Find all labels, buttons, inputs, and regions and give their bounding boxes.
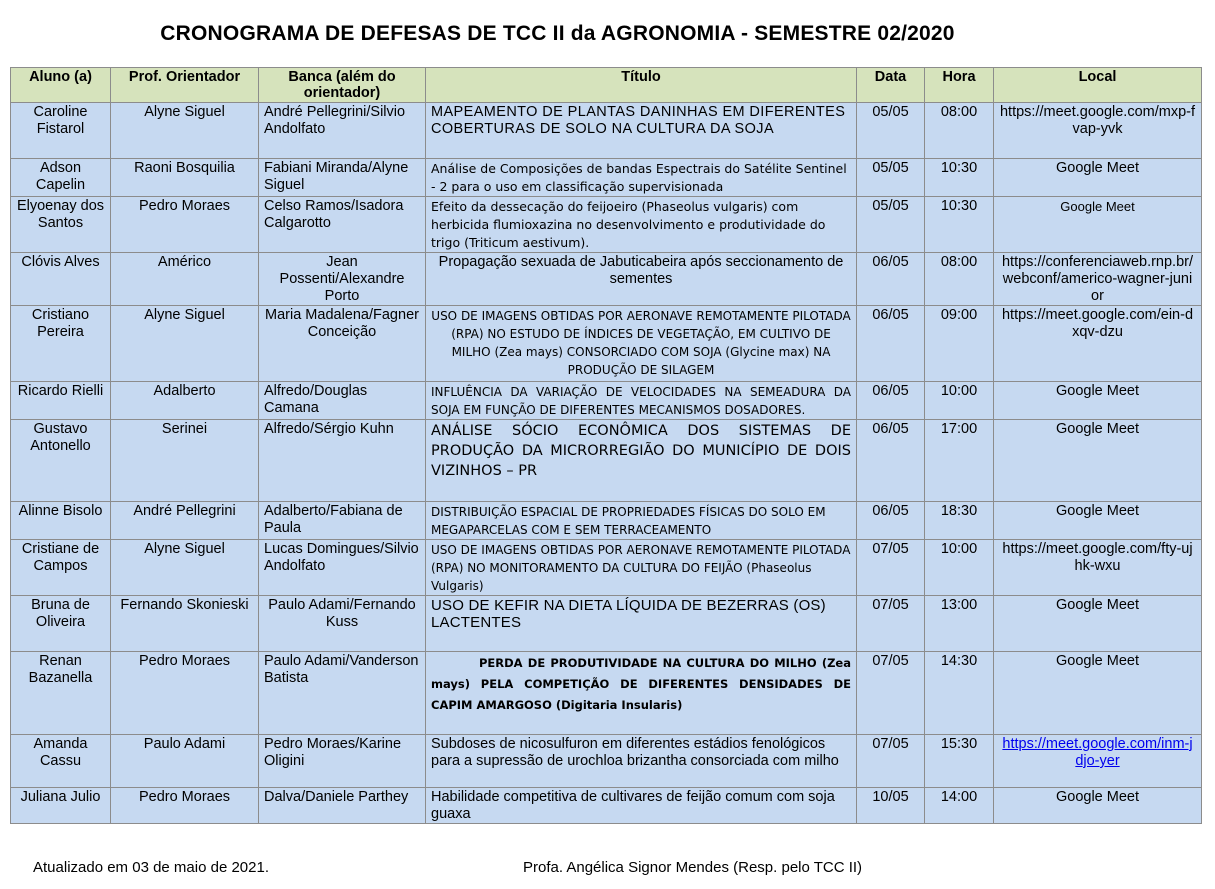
cell-local: Google Meet xyxy=(994,197,1202,253)
cell-aluno: Juliana Julio xyxy=(11,788,111,824)
cell-local: Google Meet xyxy=(994,159,1202,197)
table-row xyxy=(11,306,1202,382)
cell-local: Google Meet xyxy=(994,652,1202,735)
table-row xyxy=(11,103,1202,159)
cell-aluno: Bruna de Oliveira xyxy=(11,596,111,652)
cell-orientador: Pedro Moraes xyxy=(111,197,259,253)
cell-aluno: Cristiane de Campos xyxy=(11,540,111,596)
cell-hora: 09:00 xyxy=(925,306,994,382)
cell-hora: 10:00 xyxy=(925,382,994,420)
cell-hora: 10:30 xyxy=(925,159,994,197)
cell-titulo: MAPEAMENTO DE PLANTAS DANINHAS EM DIFERENTES COBERTURAS DE SOLO NA CULTURA DA SOJA xyxy=(426,103,857,159)
cell-hora: 13:00 xyxy=(925,596,994,652)
cell-banca: Adalberto/Fabiana de Paula xyxy=(259,502,426,540)
table-row xyxy=(11,197,1202,253)
cell-orientador: Raoni Bosquilia xyxy=(111,159,259,197)
cell-local: Google Meet xyxy=(994,382,1202,420)
cell-titulo: Análise de Composições de bandas Espectrais do Satélite Sentinel - 2 para o uso em classificação supervisionada xyxy=(426,159,857,197)
cell-orientador: Serinei xyxy=(111,420,259,502)
cell-orientador: André Pellegrini xyxy=(111,502,259,540)
cell-orientador: Adalberto xyxy=(111,382,259,420)
cell-banca: Pedro Moraes/Karine Oligini xyxy=(259,735,426,788)
cell-orientador: Pedro Moraes xyxy=(111,652,259,735)
cell-titulo: Propagação sexuada de Jabuticabeira após seccionamento de sementes xyxy=(426,253,857,306)
cell-aluno: Caroline Fistarol xyxy=(11,103,111,159)
cell-data: 06/05 xyxy=(857,382,925,420)
column-header-titulo: Título xyxy=(426,68,857,103)
cell-orientador: Paulo Adami xyxy=(111,735,259,788)
cell-orientador: Pedro Moraes xyxy=(111,788,259,824)
cell-orientador: Alyne Siguel xyxy=(111,540,259,596)
cell-aluno: Alinne Bisolo xyxy=(11,502,111,540)
cell-banca: Dalva/Daniele Parthey xyxy=(259,788,426,824)
cell-banca: Paulo Adami/Fernando Kuss xyxy=(259,596,426,652)
cell-hora: 08:00 xyxy=(925,103,994,159)
cell-data: 07/05 xyxy=(857,540,925,596)
cell-titulo: INFLUÊNCIA DA VARIAÇÃO DE VELOCIDADES NA SEMEADURA DA SOJA EM FUNÇÃO DE DIFERENTES MECANISMOS DOSADORES. xyxy=(426,382,857,420)
cell-titulo: Habilidade competitiva de cultivares de feijão comum com soja guaxa xyxy=(426,788,857,824)
cell-aluno: Ricardo Rielli xyxy=(11,382,111,420)
table-row xyxy=(11,382,1202,420)
cell-banca: Alfredo/Sérgio Kuhn xyxy=(259,420,426,502)
cell-banca: Celso Ramos/Isadora Calgarotto xyxy=(259,197,426,253)
cell-titulo: ANÁLISE SÓCIO ECONÔMICA DOS SISTEMAS DE PRODUÇÃO DA MICRORREGIÃO DO MUNICÍPIO DE DOIS VIZINHOS – PR xyxy=(426,420,857,502)
cell-aluno: Gustavo Antonello xyxy=(11,420,111,502)
cell-aluno: Amanda Cassu xyxy=(11,735,111,788)
cell-local: Google Meet xyxy=(994,502,1202,540)
column-header-aluno: Aluno (a) xyxy=(11,68,111,103)
table-row xyxy=(11,652,1202,735)
table-row xyxy=(11,596,1202,652)
column-header-orientador: Prof. Orientador xyxy=(111,68,259,103)
cell-titulo: Subdoses de nicosulfuron em diferentes estádios fenológicos para a supressão de urochloa brizantha consorciada com milho xyxy=(426,735,857,788)
table-row xyxy=(11,540,1202,596)
table-row xyxy=(11,253,1202,306)
cell-local: https://meet.google.com/ein-dxqv-dzu xyxy=(994,306,1202,382)
cell-aluno: Renan Bazanella xyxy=(11,652,111,735)
cell-titulo: USO DE KEFIR NA DIETA LÍQUIDA DE BEZERRAS (OS) LACTENTES xyxy=(426,596,857,652)
cell-data: 06/05 xyxy=(857,253,925,306)
cell-aluno: Clóvis Alves xyxy=(11,253,111,306)
cell-local: Google Meet xyxy=(994,788,1202,824)
meeting-link[interactable]: https://meet.google.com/inm-jdjo-yer xyxy=(1002,736,1193,769)
column-header-local: Local xyxy=(994,68,1202,103)
cell-hora: 14:30 xyxy=(925,652,994,735)
cell-banca: Lucas Domingues/Silvio Andolfato xyxy=(259,540,426,596)
table-row xyxy=(11,502,1202,540)
cell-data: 06/05 xyxy=(857,306,925,382)
cell-titulo: USO DE IMAGENS OBTIDAS POR AERONAVE REMOTAMENTE PILOTADA (RPA) NO ESTUDO DE ÍNDICES DE VEGETAÇÃO, EM CULTIVO DE MILHO (Zea mays) CONSORCIADO COM SOJA (Glycine max) NA PRODUÇÃO DE SILAGEM xyxy=(426,306,857,382)
cell-local: https://meet.google.com/fty-ujhk-wxu xyxy=(994,540,1202,596)
cell-data: 05/05 xyxy=(857,159,925,197)
cell-hora: 15:30 xyxy=(925,735,994,788)
cell-data: 06/05 xyxy=(857,502,925,540)
cell-titulo: Efeito da dessecação do feijoeiro (Phaseolus vulgaris) com herbicida flumioxazina no desenvolvimento e produtividade do trigo (Triticum aestivum). xyxy=(426,197,857,253)
cell-aluno: Cristiano Pereira xyxy=(11,306,111,382)
table-row xyxy=(11,159,1202,197)
cell-orientador: Alyne Siguel xyxy=(111,306,259,382)
cell-data: 06/05 xyxy=(857,420,925,502)
cell-hora: 18:30 xyxy=(925,502,994,540)
page-title: CRONOGRAMA DE DEFESAS DE TCC II da AGRONOMIA - SEMESTRE 02/2020 xyxy=(160,22,955,45)
responsible-note: Profa. Angélica Signor Mendes (Resp. pelo TCC II) xyxy=(523,859,863,876)
cell-aluno: Adson Capelin xyxy=(11,159,111,197)
cell-orientador: Alyne Siguel xyxy=(111,103,259,159)
cell-banca: Jean Possenti/Alexandre Porto xyxy=(259,253,426,306)
column-header-banca: Banca (além do orientador) xyxy=(259,68,426,103)
table-row xyxy=(11,735,1202,788)
table-row xyxy=(11,788,1202,824)
cell-hora: 17:00 xyxy=(925,420,994,502)
cell-data: 10/05 xyxy=(857,788,925,824)
cell-data: 07/05 xyxy=(857,735,925,788)
column-header-hora: Hora xyxy=(925,68,994,103)
column-header-data: Data xyxy=(857,68,925,103)
cell-banca: Alfredo/Douglas Camana xyxy=(259,382,426,420)
updated-note: Atualizado em 03 de maio de 2021. xyxy=(33,859,269,876)
cell-banca: Maria Madalena/Fagner Conceição xyxy=(259,306,426,382)
cell-local: https://meet.google.com/mxp-fvap-yvk xyxy=(994,103,1202,159)
cell-banca: Fabiani Miranda/Alyne Siguel xyxy=(259,159,426,197)
cell-hora: 14:00 xyxy=(925,788,994,824)
cell-hora: 08:00 xyxy=(925,253,994,306)
cell-banca: André Pellegrini/Silvio Andolfato xyxy=(259,103,426,159)
cell-data: 07/05 xyxy=(857,596,925,652)
cell-data: 05/05 xyxy=(857,197,925,253)
cell-data: 07/05 xyxy=(857,652,925,735)
schedule-table xyxy=(10,67,1202,824)
cell-titulo: PERDA DE PRODUTIVIDADE NA CULTURA DO MILHO (Zea mays) PELA COMPETIÇÃO DE DIFERENTES DENSIDADES DE CAPIM AMARGOSO (Digitaria Insularis) xyxy=(426,652,857,735)
table-row xyxy=(11,420,1202,502)
cell-data: 05/05 xyxy=(857,103,925,159)
cell-titulo: DISTRIBUIÇÃO ESPACIAL DE PROPRIEDADES FÍSICAS DO SOLO EM MEGAPARCELAS COM E SEM TERRACEAMENTO xyxy=(426,502,857,540)
cell-hora: 10:30 xyxy=(925,197,994,253)
cell-local: Google Meet xyxy=(994,596,1202,652)
cell-orientador: Américo xyxy=(111,253,259,306)
cell-local: https://conferenciaweb.rnp.br/webconf/americo-wagner-junior xyxy=(994,253,1202,306)
table-header-row xyxy=(11,68,1202,103)
cell-aluno: Elyoenay dos Santos xyxy=(11,197,111,253)
cell-banca: Paulo Adami/Vanderson Batista xyxy=(259,652,426,735)
cell-local: Google Meet xyxy=(994,420,1202,502)
cell-hora: 10:00 xyxy=(925,540,994,596)
cell-titulo: USO DE IMAGENS OBTIDAS POR AERONAVE REMOTAMENTE PILOTADA (RPA) NO MONITORAMENTO DA CULTURA DO FEIJÃO (Phaseolus Vulgaris) xyxy=(426,540,857,596)
cell-orientador: Fernando Skonieski xyxy=(111,596,259,652)
cell-local xyxy=(994,735,1202,788)
